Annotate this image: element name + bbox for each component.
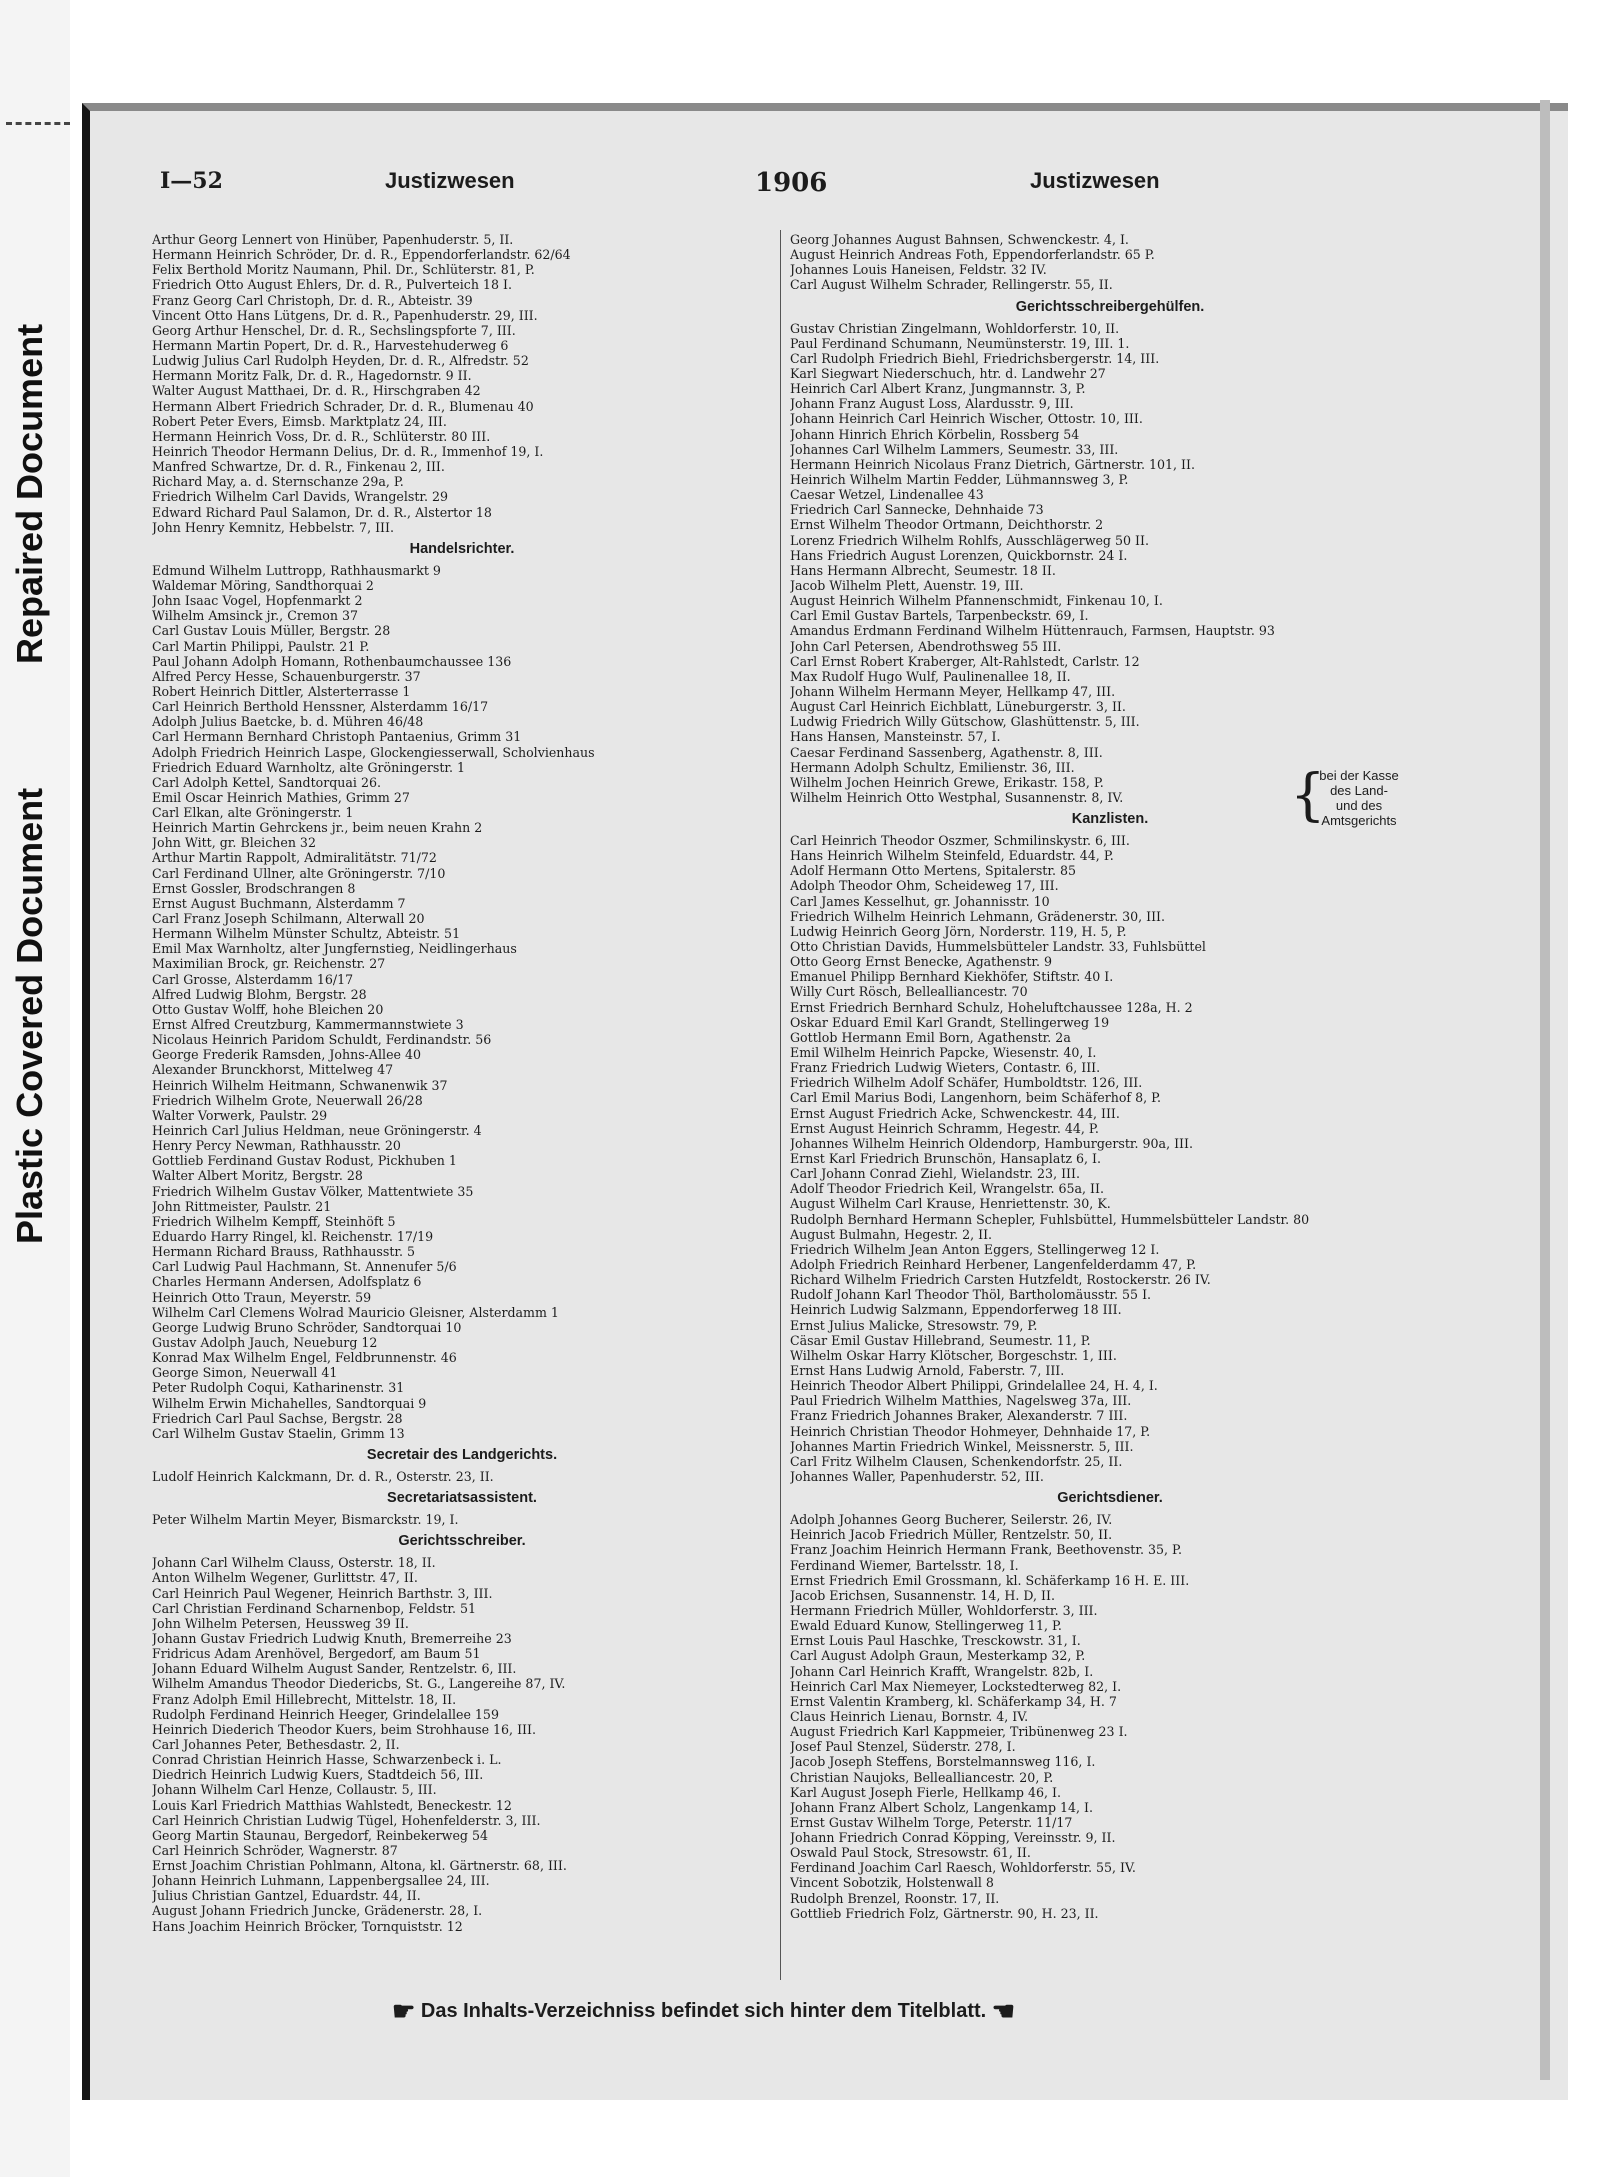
directory-entry: Carl Franz Joseph Schilmann, Alterwall 20 <box>152 911 425 927</box>
directory-entry: Carl Ferdinand Ullner, alte Gröningerstr. 7/10 <box>152 865 446 881</box>
directory-entry: Jacob Joseph Steffens, Borstelmannsweg 116, I. <box>790 1754 1096 1770</box>
directory-entry: August Carl Heinrich Eichblatt, Lüneburgerstr. 3, II. <box>790 699 1126 715</box>
directory-entry: Johannes Martin Friedrich Winkel, Meissnerstr. 5, III. <box>790 1438 1134 1454</box>
directory-entry: Johannes Carl Wilhelm Lammers, Seumestr. 33, III. <box>790 441 1119 457</box>
directory-entry: Georg Martin Staunau, Bergedorf, Reinbekerweg 54 <box>152 1827 488 1843</box>
directory-entry: Adolf Hermann Otto Mertens, Spitalerstr. 85 <box>790 863 1077 879</box>
directory-entry: Friedrich Wilhelm Kempff, Steinhöft 5 <box>152 1213 396 1229</box>
directory-entry: Ernst August Friedrich Acke, Schwenckestr. 44, III. <box>790 1105 1120 1121</box>
directory-entry: Johann Carl Wilhelm Clauss, Osterstr. 18, II. <box>152 1555 436 1571</box>
directory-entry: Franz Georg Carl Christoph, Dr. d. R., Abteistr. 39 <box>152 292 473 308</box>
directory-entry: Ernst Valentin Kramberg, kl. Schäferkamp 34, H. 7 <box>790 1693 1117 1709</box>
directory-entry: Vincent Otto Hans Lütgens, Dr. d. R., Papenhuderstr. 29, III. <box>152 307 538 323</box>
directory-entry: John Isaac Vogel, Hopfenmarkt 2 <box>152 593 363 609</box>
directory-entry: Emil Oscar Heinrich Mathies, Grimm 27 <box>152 789 410 805</box>
directory-entry: Maximilian Brock, gr. Reichenstr. 27 <box>152 956 386 972</box>
directory-entry: Robert Heinrich Dittler, Alsterterrasse 1 <box>152 683 411 699</box>
directory-entry: Willy Curt Rösch, Bellealliancestr. 70 <box>790 984 1028 1000</box>
right-column <box>790 232 1430 1921</box>
footer-note <box>392 1996 1015 2027</box>
directory-entry: Eduardo Harry Ringel, kl. Reichenstr. 17/19 <box>152 1229 434 1244</box>
directory-entry: August Heinrich Wilhelm Pfannenschmidt, Finkenau 10, I. <box>790 593 1163 609</box>
directory-entry: Wilhelm Erwin Michahelles, Sandtorquai 9 <box>152 1395 427 1411</box>
directory-entry: Hermann Adolph Schultz, Emilienstr. 36, III. <box>790 759 1075 775</box>
directory-entry: Carl Elkan, alte Gröningerstr. 1 <box>152 805 354 821</box>
directory-entry: Emanuel Philipp Bernhard Kiekhöfer, Stiftstr. 40 I. <box>790 969 1114 985</box>
directory-entry: Jacob Wilhelm Plett, Auenstr. 19, III. <box>790 577 1024 593</box>
directory-entry: Walter August Matthaei, Dr. d. R., Hirschgraben 42 <box>152 383 481 399</box>
directory-entry: Ludwig Heinrich Georg Jörn, Norderstr. 119, H. 5, P. <box>790 923 1127 939</box>
dashed-divider <box>6 122 70 125</box>
directory-entry: Otto Georg Ernst Benecke, Agathenstr. 9 <box>790 954 1053 970</box>
directory-entry: Carl Hermann Bernhard Christoph Pantaenius, Grimm 31 <box>152 729 522 745</box>
section-heading-kanzlisten: Kanzlisten. <box>1071 811 1149 828</box>
section-heading-gehuelfen: Gerichtsschreibergehülfen. <box>1015 298 1205 315</box>
directory-entry: Friedrich Carl Paul Sachse, Bergstr. 28 <box>152 1410 403 1426</box>
directory-entry: Johann Heinrich Luhmann, Lappenbergsallee 24, III. <box>152 1873 490 1889</box>
directory-entry: Wilhelm Jochen Heinrich Grewe, Erikastr. 158, P. <box>790 774 1104 790</box>
directory-entry: Felix Berthold Moritz Naumann, Phil. Dr., Schlüterstr. 81, P. <box>152 262 535 278</box>
directory-entry: Hermann Richard Brauss, Rathhausstr. 5 <box>152 1244 416 1260</box>
directory-entry: Carl James Kesselhut, gr. Johannisstr. 10 <box>790 893 1050 909</box>
directory-entry: Rudolph Bernhard Hermann Schepler, Fuhlsbüttel, Hummelsbütteler Landstr. 80 <box>790 1211 1310 1227</box>
directory-entry: Heinrich Diederich Theodor Kuers, beim Strohhause 16, III. <box>152 1721 536 1737</box>
directory-entry: Franz Friedrich Ludwig Wieters, Contastr. 6, III. <box>790 1060 1101 1076</box>
directory-entry: George Simon, Neuerwall 41 <box>152 1365 338 1381</box>
directory-entry: Gustav Adolph Jauch, Neueburg 12 <box>152 1334 378 1350</box>
directory-entry: Johann Franz August Loss, Alardusstr. 9, III. <box>790 396 1074 412</box>
directory-entry: Carl Heinrich Berthold Henssner, Alsterdamm 16/17 <box>152 699 489 715</box>
kasse-note-line: des Land- <box>1330 783 1388 798</box>
directory-entry: Ferdinand Joachim Carl Raesch, Wohldorferstr. 55, IV. <box>790 1860 1136 1876</box>
directory-entry: Julius Christian Gantzel, Eduardstr. 44, II. <box>152 1888 421 1904</box>
footer-text: Das Inhalts-Verzeichniss befindet sich hinter dem Titelblatt. <box>420 1999 987 2022</box>
kasse-note-line: bei der Kasse <box>1319 768 1399 783</box>
directory-entry: Claus Heinrich Lienau, Bornstr. 4, IV. <box>790 1708 1029 1724</box>
directory-entry: Franz Joachim Heinrich Hermann Frank, Beethovenstr. 35, P. <box>790 1542 1182 1558</box>
directory-entry: Adolph Theodor Ohm, Scheideweg 17, III. <box>790 878 1059 894</box>
assistent-list <box>152 1512 772 1527</box>
directory-entry: Louis Karl Friedrich Matthias Wahlstedt, Beneckestr. 12 <box>152 1797 512 1813</box>
directory-entry: Carl Emil Gustav Bartels, Tarpenbeckstr. 69, I. <box>790 608 1089 624</box>
directory-entry: Carl Heinrich Schröder, Wagnerstr. 87 <box>152 1842 398 1858</box>
left-column <box>152 232 772 1934</box>
page-number: I—52 <box>160 168 223 194</box>
directory-entry: Carl Fritz Wilhelm Clausen, Schenkendorfstr. 25, II. <box>790 1453 1123 1469</box>
directory-entry: Heinrich Christian Theodor Hohmeyer, Dehnhaide 17, P. <box>790 1423 1151 1439</box>
directory-entry: Johann Gustav Friedrich Ludwig Knuth, Bremerreihe 23 <box>152 1630 512 1646</box>
kanzlisten-list <box>790 833 1430 1484</box>
pointing-hand-right-icon: ☛ <box>392 1996 416 2026</box>
directory-entry: Friedrich Wilhelm Gustav Völker, Mattentwiete 35 <box>152 1183 474 1199</box>
directory-entry: Arthur Georg Lennert von Hinüber, Papenhuderstr. 5, II. <box>152 232 514 247</box>
directory-entry: Edward Richard Paul Salamon, Dr. d. R., Alstertor 18 <box>152 504 492 520</box>
brace-symbol: { <box>1290 763 1326 828</box>
directory-entry: Ferdinand Wiemer, Bartelsstr. 18, I. <box>790 1557 1019 1573</box>
directory-entry: Cäsar Emil Gustav Hillebrand, Seumestr. 11, P. <box>790 1332 1091 1348</box>
directory-entry: Heinrich Martin Gehrckens jr., beim neuen Krahn 2 <box>152 820 483 836</box>
directory-entry: John Rittmeister, Paulstr. 21 <box>152 1198 332 1214</box>
directory-entry: Hans Hansen, Mansteinstr. 57, I. <box>790 729 1001 745</box>
directory-entry: Friedrich Carl Sannecke, Dehnhaide 73 <box>790 502 1044 518</box>
directory-entry: Johann Carl Heinrich Krafft, Wrangelstr. 82b, I. <box>790 1663 1094 1679</box>
directory-entry: August Bulmahn, Hegestr. 2, II. <box>790 1226 993 1242</box>
directory-entry: Caesar Wetzel, Lindenallee 43 <box>790 487 984 503</box>
directory-entry: Heinrich Ludwig Salzmann, Eppendorferweg 18 III. <box>790 1302 1122 1318</box>
directory-entry: August Friedrich Karl Kappmeier, Tribünenweg 23 I. <box>790 1724 1128 1740</box>
directory-entry: Adolph Johannes Georg Bucherer, Seilerstr. 26, IV. <box>790 1512 1113 1528</box>
directory-entry: Walter Vorwerk, Paulstr. 29 <box>152 1107 328 1123</box>
directory-entry: Carl Heinrich Paul Wegener, Heinrich Barthstr. 3, III. <box>152 1585 493 1601</box>
directory-entry: Adolph Friedrich Reinhard Herbener, Langenfelderdamm 47, P. <box>790 1257 1197 1272</box>
directory-entry: Friedrich Wilhelm Carl Davids, Wrangelstr. 29 <box>152 489 449 505</box>
directory-entry: August Johann Friedrich Juncke, Grädenerstr. 28, I. <box>152 1903 483 1919</box>
directory-entry: Ludwig Julius Carl Rudolph Heyden, Dr. d. R., Alfredstr. 52 <box>152 353 529 369</box>
directory-entry: Heinrich Carl Albert Kranz, Jungmannstr. 3, P. <box>790 381 1086 397</box>
directory-entry: Ernst Gustav Wilhelm Torge, Peterstr. 11/17 <box>790 1814 1073 1830</box>
repaired-document-label: Repaired Document <box>9 323 50 664</box>
directory-entry: Franz Adolph Emil Hillebrecht, Mittelstr. 18, II. <box>152 1691 457 1707</box>
directory-entry: Johann Eduard Wilhelm August Sander, Rentzelstr. 6, III. <box>152 1661 517 1677</box>
directory-entry: Gustav Christian Zingelmann, Wohldorferstr. 10, II. <box>790 320 1120 336</box>
directory-entry: Carl Gustav Louis Müller, Bergstr. 28 <box>152 623 391 639</box>
directory-entry: Hans Heinrich Wilhelm Steinfeld, Eduardstr. 44, P. <box>790 848 1114 864</box>
directory-entry: Wilhelm Oskar Harry Klötscher, Borgeschstr. 1, III. <box>790 1347 1117 1363</box>
directory-entry: August Wilhelm Carl Krause, Henriettenstr. 30, K. <box>790 1196 1111 1212</box>
directory-entry: Hans Hermann Albrecht, Seumestr. 18 II. <box>790 562 1056 578</box>
directory-entry: Paul Friedrich Wilhelm Matthies, Nagelsweg 37a, III. <box>790 1393 1132 1409</box>
directory-entry: Carl Heinrich Christian Ludwig Tügel, Hohenfelderstr. 3, III. <box>152 1812 541 1828</box>
directory-entry: Nicolaus Heinrich Paridom Schuldt, Ferdinandstr. 56 <box>152 1032 492 1048</box>
directory-entry: Johann Wilhelm Hermann Meyer, Hellkamp 47, III. <box>790 683 1116 699</box>
side-strip <box>0 0 70 2177</box>
schreiber-continued-list <box>790 232 1430 293</box>
directory-entry: Carl Emil Marius Bodi, Langenhorn, beim Schäferhof 8, P. <box>790 1090 1162 1106</box>
header-left-title: Justizwesen <box>385 168 515 193</box>
directory-entry: Caesar Ferdinand Sassenberg, Agathenstr. 8, III. <box>790 744 1103 760</box>
directory-entry: Johann Hinrich Ehrich Körbelin, Rossberg 54 <box>790 426 1080 442</box>
directory-entry: Ernst Wilhelm Theodor Ortmann, Deichthorstr. 2 <box>790 517 1104 533</box>
directory-entry: Ernst Hans Ludwig Arnold, Faberstr. 7, III. <box>790 1362 1065 1378</box>
directory-entry: George Ludwig Bruno Schröder, Sandtorquai 10 <box>152 1319 462 1335</box>
directory-entry: Emil Max Warnholtz, alter Jungfernstieg, Neidlingerhaus <box>152 941 517 957</box>
directory-entry: Friedrich Eduard Warnholtz, alte Gröningerstr. 1 <box>152 759 466 775</box>
directory-entry: Ernst Friedrich Emil Grossmann, kl. Schäferkamp 16 H. E. III. <box>790 1572 1190 1588</box>
directory-entry: Ludolf Heinrich Kalckmann, Dr. d. R., Osterstr. 23, II. <box>152 1468 494 1484</box>
header-right-title: Justizwesen <box>1030 168 1160 193</box>
schreiber-list <box>152 1555 772 1934</box>
directory-entry: Alfred Percy Hesse, Schauenburgerstr. 37 <box>152 668 421 684</box>
directory-entry: Otto Gustav Wolff, hohe Bleichen 20 <box>152 1001 384 1017</box>
directory-entry: Heinrich Theodor Hermann Delius, Dr. d. R., Immenhof 19, I. <box>152 443 544 459</box>
directory-entry: Adolf Theodor Friedrich Keil, Wrangelstr. 65a, II. <box>790 1181 1104 1197</box>
pointing-hand-left-icon: ☚ <box>991 1996 1016 2026</box>
directory-entry: Franz Friedrich Johannes Braker, Alexanderstr. 7 III. <box>790 1408 1128 1424</box>
directory-entry: Friedrich Wilhelm Grote, Neuerwall 26/28 <box>152 1092 423 1108</box>
directory-entry: Amandus Erdmann Ferdinand Wilhelm Hüttenrauch, Farmsen, Hauptstr. 93 <box>790 623 1275 639</box>
handelsrichter-list <box>152 563 772 1441</box>
judges-list <box>152 232 772 535</box>
directory-entry: Carl Wilhelm Gustav Staelin, Grimm 13 <box>152 1425 405 1441</box>
directory-entry: Josef Paul Stenzel, Süderstr. 278, I. <box>790 1739 1016 1755</box>
kasse-note-line: und des <box>1335 798 1383 813</box>
directory-entry: Rudolph Brenzel, Roonstr. 17, II. <box>790 1890 1000 1906</box>
directory-entry: Paul Ferdinand Schumann, Neumünsterstr. 19, III. 1. <box>790 335 1130 351</box>
section-heading-handelsrichter: Handelsrichter. <box>409 540 515 557</box>
directory-entry: Christian Naujoks, Bellealliancestr. 20, P. <box>790 1769 1054 1785</box>
directory-entry: Carl August Wilhelm Schrader, Rellingerstr. 55, II. <box>790 277 1113 293</box>
directory-entry: Alexander Brunckhorst, Mittelweg 47 <box>152 1062 394 1078</box>
directory-entry: Carl Johannes Peter, Bethesdastr. 2, II. <box>152 1736 400 1752</box>
directory-entry: Hermann Albert Friedrich Schrader, Dr. d. R., Blumenau 40 <box>152 398 534 414</box>
directory-entry: Paul Johann Adolph Homann, Rothenbaumchaussee 136 <box>152 653 512 669</box>
directory-entry: Carl Martin Philippi, Paulstr. 21 P. <box>152 638 370 654</box>
directory-entry: Otto Christian Davids, Hummelsbütteler Landstr. 33, Fuhlsbüttel <box>790 939 1206 955</box>
directory-entry: Gottlob Hermann Emil Born, Agathenstr. 2a <box>790 1029 1071 1045</box>
directory-entry: Waldemar Möring, Sandthorquai 2 <box>152 577 374 593</box>
gehuelfen-list <box>790 321 1430 745</box>
directory-entry: Lorenz Friedrich Wilhelm Rohlfs, Ausschlägerweg 50 II. <box>790 532 1149 548</box>
directory-entry: Johann Franz Albert Scholz, Langenkamp 14, I. <box>790 1799 1094 1815</box>
directory-entry: Hermann Moritz Falk, Dr. d. R., Hagedornstr. 9 II. <box>152 368 472 384</box>
directory-entry: Friedrich Wilhelm Adolf Schäfer, Humboldtstr. 126, III. <box>790 1075 1143 1091</box>
directory-entry: Oskar Eduard Emil Karl Grandt, Stellingerweg 19 <box>790 1014 1110 1030</box>
directory-entry: Wilhelm Amandus Theodor Diedericbs, St. G., Langereihe 87, IV. <box>152 1676 566 1692</box>
directory-entry: Adolph Julius Baetcke, b. d. Mühren 46/48 <box>152 714 424 730</box>
directory-entry: Ernst Friedrich Bernhard Schulz, Hoheluftchaussee 128a, H. 2 <box>790 999 1193 1015</box>
directory-entry: Jacob Erichsen, Susannenstr. 14, H. D, II. <box>790 1587 1055 1603</box>
directory-entry: Johann Heinrich Carl Heinrich Wischer, Ottostr. 10, III. <box>790 411 1143 427</box>
directory-entry: Conrad Christian Heinrich Hasse, Schwarzenbeck i. L. <box>152 1752 502 1768</box>
directory-entry: Diedrich Heinrich Ludwig Kuers, Stadtdeich 56, III. <box>152 1767 484 1783</box>
section-heading-assistent: Secretariatsassistent. <box>387 1490 537 1507</box>
directory-entry: Arthur Martin Rappolt, Admiralitätstr. 71/72 <box>152 850 437 866</box>
section-heading-secretair: Secretair des Landgerichts. <box>366 1446 558 1463</box>
directory-entry: Peter Rudolph Coqui, Katharinenstr. 31 <box>152 1380 405 1396</box>
directory-entry: Ernst Alfred Creutzburg, Kammermannstwiete 3 <box>152 1017 464 1033</box>
kasse-note-line: Amtsgerichts <box>1321 813 1397 828</box>
directory-entry: Heinrich Carl Max Niemeyer, Lockstedterweg 82, I. <box>790 1678 1122 1694</box>
directory-entry: George Frederik Ramsden, Johns-Allee 40 <box>152 1047 422 1063</box>
directory-entry: Hermann Heinrich Schröder, Dr. d. R., Eppendorferlandstr. 62/64 <box>152 247 571 263</box>
directory-entry: Henry Percy Newman, Rathhausstr. 20 <box>152 1138 401 1154</box>
diener-list <box>790 1512 1430 1921</box>
directory-entry: Vincent Sobotzik, Holstenwall 8 <box>790 1875 994 1891</box>
directory-entry: Robert Peter Evers, Eimsb. Marktplatz 24, III. <box>152 413 447 429</box>
directory-entry: Richard Wilhelm Friedrich Carsten Hutzfeldt, Rostockerstr. 26 IV. <box>790 1272 1211 1288</box>
directory-entry: Friedrich Wilhelm Jean Anton Eggers, Stellingerweg 12 I. <box>790 1241 1160 1257</box>
directory-entry: Rudolf Johann Karl Theodor Thöl, Bartholomäusstr. 55 I. <box>790 1287 1152 1303</box>
directory-entry: Carl Grosse, Alsterdamm 16/17 <box>152 971 354 987</box>
page-edge <box>1540 100 1550 2080</box>
directory-entry: August Heinrich Andreas Foth, Eppendorferlandstr. 65 P. <box>790 247 1155 263</box>
directory-entry: Carl Adolph Kettel, Sandtorquai 26. <box>152 774 381 790</box>
directory-entry: Wilhelm Carl Clemens Wolrad Mauricio Gleisner, Alsterdamm 1 <box>152 1304 559 1320</box>
directory-entry: Emil Wilhelm Heinrich Papcke, Wiesenstr. 40, I. <box>790 1045 1097 1061</box>
directory-entry: Hermann Heinrich Nicolaus Franz Dietrich, Gärtnerstr. 101, II. <box>790 456 1195 472</box>
directory-entry: Friedrich Wilhelm Heinrich Lehmann, Grädenerstr. 30, III. <box>790 908 1166 924</box>
directory-entry: Carl Ludwig Paul Hachmann, St. Annenufer 5/6 <box>152 1259 457 1275</box>
directory-entry: Ernst August Heinrich Schramm, Hegestr. 44, P. <box>790 1120 1099 1136</box>
directory-entry: Oswald Paul Stock, Stresowstr. 61, II. <box>790 1845 1031 1861</box>
directory-entry: Ernst August Buchmann, Alsterdamm 7 <box>152 895 406 911</box>
directory-entry: Heinrich Carl Julius Heldman, neue Gröningerstr. 4 <box>152 1123 482 1139</box>
directory-entry: Johannes Louis Haneisen, Feldstr. 32 IV. <box>790 262 1047 278</box>
secretair-list <box>152 1469 772 1484</box>
directory-entry: Fridricus Adam Arenhövel, Bergedorf, am Baum 51 <box>152 1646 481 1662</box>
directory-entry: Heinrich Theodor Albert Philippi, Grindelallee 24, H. 4, I. <box>790 1378 1158 1394</box>
directory-entry: Ernst Karl Friedrich Brunschön, Hansaplatz 6, I. <box>790 1151 1102 1167</box>
directory-entry: Ernst Joachim Christian Pohlmann, Altona, kl. Gärtnerstr. 68, III. <box>152 1858 567 1874</box>
page-header <box>150 168 1490 204</box>
directory-entry: Alfred Ludwig Blohm, Bergstr. 28 <box>152 986 367 1002</box>
directory-entry: Ludwig Friedrich Willy Gütschow, Glashüttenstr. 5, III. <box>790 714 1140 730</box>
kasse-note <box>1304 768 1414 828</box>
directory-entry: Anton Wilhelm Wegener, Gurlittstr. 47, II. <box>152 1570 418 1586</box>
directory-entry: Hans Friedrich August Lorenzen, Quickbornstr. 24 I. <box>790 547 1128 563</box>
directory-entry: Karl August Joseph Fierle, Hellkamp 46, I. <box>790 1784 1061 1800</box>
directory-entry: Karl Siegwart Niederschuch, htr. d. Landwehr 27 <box>790 365 1106 381</box>
directory-entry: Hermann Martin Popert, Dr. d. R., Harvestehuderweg 6 <box>152 337 509 353</box>
directory-entry: Hermann Friedrich Müller, Wohldorferstr. 3, III. <box>790 1602 1098 1618</box>
directory-entry: Heinrich Otto Traun, Meyerstr. 59 <box>152 1289 372 1305</box>
directory-entry: Johannes Waller, Papenhuderstr. 52, III. <box>790 1468 1044 1484</box>
directory-entry: John Wilhelm Petersen, Heussweg 39 II. <box>152 1615 409 1631</box>
directory-entry: John Carl Petersen, Abendrothsweg 55 III. <box>790 638 1062 654</box>
directory-entry: Carl Christian Ferdinand Scharnenbop, Feldstr. 51 <box>152 1600 477 1616</box>
directory-entry: Gottlieb Friedrich Folz, Gärtnerstr. 90, H. 23, II. <box>790 1905 1099 1921</box>
plastic-covered-label: Plastic Covered Document <box>9 787 50 1244</box>
header-year: 1906 <box>755 168 828 198</box>
directory-entry: Hermann Wilhelm Münster Schultz, Abteistr. 51 <box>152 926 461 942</box>
directory-entry: Hans Joachim Heinrich Bröcker, Tornquiststr. 12 <box>152 1918 463 1934</box>
directory-entry: Gottlieb Ferdinand Gustav Rodust, Pickhuben 1 <box>152 1153 457 1169</box>
directory-entry: Heinrich Jacob Friedrich Müller, Rentzelstr. 50, II. <box>790 1527 1113 1543</box>
directory-entry: Heinrich Wilhelm Martin Fedder, Lühmannsweg 3, P. <box>790 471 1129 487</box>
directory-entry: Ewald Eduard Kunow, Stellingerweg 11, P. <box>790 1618 1062 1634</box>
directory-entry: Rudolph Ferdinand Heinrich Heeger, Grindelallee 159 <box>152 1706 499 1722</box>
directory-entry: Wilhelm Amsinck jr., Cremon 37 <box>152 608 358 624</box>
directory-entry: Konrad Max Wilhelm Engel, Feldbrunnenstr. 46 <box>152 1350 457 1366</box>
directory-entry: Manfred Schwartze, Dr. d. R., Finkenau 2, III. <box>152 459 445 475</box>
column-divider <box>780 230 781 1980</box>
directory-entry: Ernst Julius Malicke, Stresowstr. 79, P. <box>790 1317 1038 1333</box>
directory-entry: Georg Arthur Henschel, Dr. d. R., Sechslingspforte 7, III. <box>152 322 516 338</box>
directory-entry: Carl Heinrich Theodor Oszmer, Schmilinskystr. 6, III. <box>790 833 1130 849</box>
directory-entry: Johann Wilhelm Carl Henze, Collaustr. 5, III. <box>152 1782 437 1798</box>
directory-entry: Edmund Wilhelm Luttropp, Rathhausmarkt 9 <box>152 562 441 578</box>
directory-entry: Johann Friedrich Conrad Köpping, Vereinsstr. 9, II. <box>790 1830 1116 1846</box>
directory-entry: Carl August Adolph Graun, Mesterkamp 32, P. <box>790 1648 1086 1664</box>
directory-entry: Wilhelm Heinrich Otto Westphal, Susannenstr. 8, IV. <box>790 789 1124 805</box>
directory-entry: Ernst Louis Paul Haschke, Tresckowstr. 31, I. <box>790 1633 1081 1649</box>
directory-entry: Adolph Friedrich Heinrich Laspe, Glockengiesserwall, Scholvienhaus <box>152 744 595 760</box>
directory-entry: Ernst Gossler, Brodschrangen 8 <box>152 880 356 896</box>
directory-entry: Charles Hermann Andersen, Adolfsplatz 6 <box>152 1274 422 1290</box>
directory-entry: Carl Ernst Robert Kraberger, Alt-Rahlstedt, Carlstr. 12 <box>790 653 1140 669</box>
directory-entry: Hermann Heinrich Voss, Dr. d. R., Schlüterstr. 80 III. <box>152 428 491 444</box>
directory-entry: Carl Johann Conrad Ziehl, Wielandstr. 23, III. <box>790 1166 1081 1182</box>
directory-entry: Walter Albert Moritz, Bergstr. 28 <box>152 1168 363 1184</box>
section-heading-schreiber: Gerichtsschreiber. <box>398 1533 526 1550</box>
directory-entry: Max Rudolf Hugo Wulf, Paulinenallee 18, II. <box>790 668 1071 684</box>
directory-entry: Peter Wilhelm Martin Meyer, Bismarckstr. 19, I. <box>152 1512 459 1528</box>
directory-entry: Richard May, a. d. Sternschanze 29a, P. <box>152 474 404 490</box>
directory-entry: Friedrich Otto August Ehlers, Dr. d. R., Pulverteich 18 I. <box>152 277 512 293</box>
directory-entry: John Henry Kemnitz, Hebbelstr. 7, III. <box>152 519 394 535</box>
directory-entry: Carl Rudolph Friedrich Biehl, Friedrichsbergerstr. 14, III. <box>790 350 1160 366</box>
directory-entry: John Witt, gr. Bleichen 32 <box>152 835 316 851</box>
directory-entry: Georg Johannes August Bahnsen, Schwenckestr. 4, I. <box>790 232 1129 247</box>
section-heading-diener: Gerichtsdiener. <box>1057 1490 1163 1507</box>
directory-entry: Johannes Wilhelm Heinrich Oldendorp, Hamburgerstr. 90a, III. <box>790 1135 1193 1151</box>
directory-entry: Heinrich Wilhelm Heitmann, Schwanenwik 37 <box>152 1077 448 1093</box>
